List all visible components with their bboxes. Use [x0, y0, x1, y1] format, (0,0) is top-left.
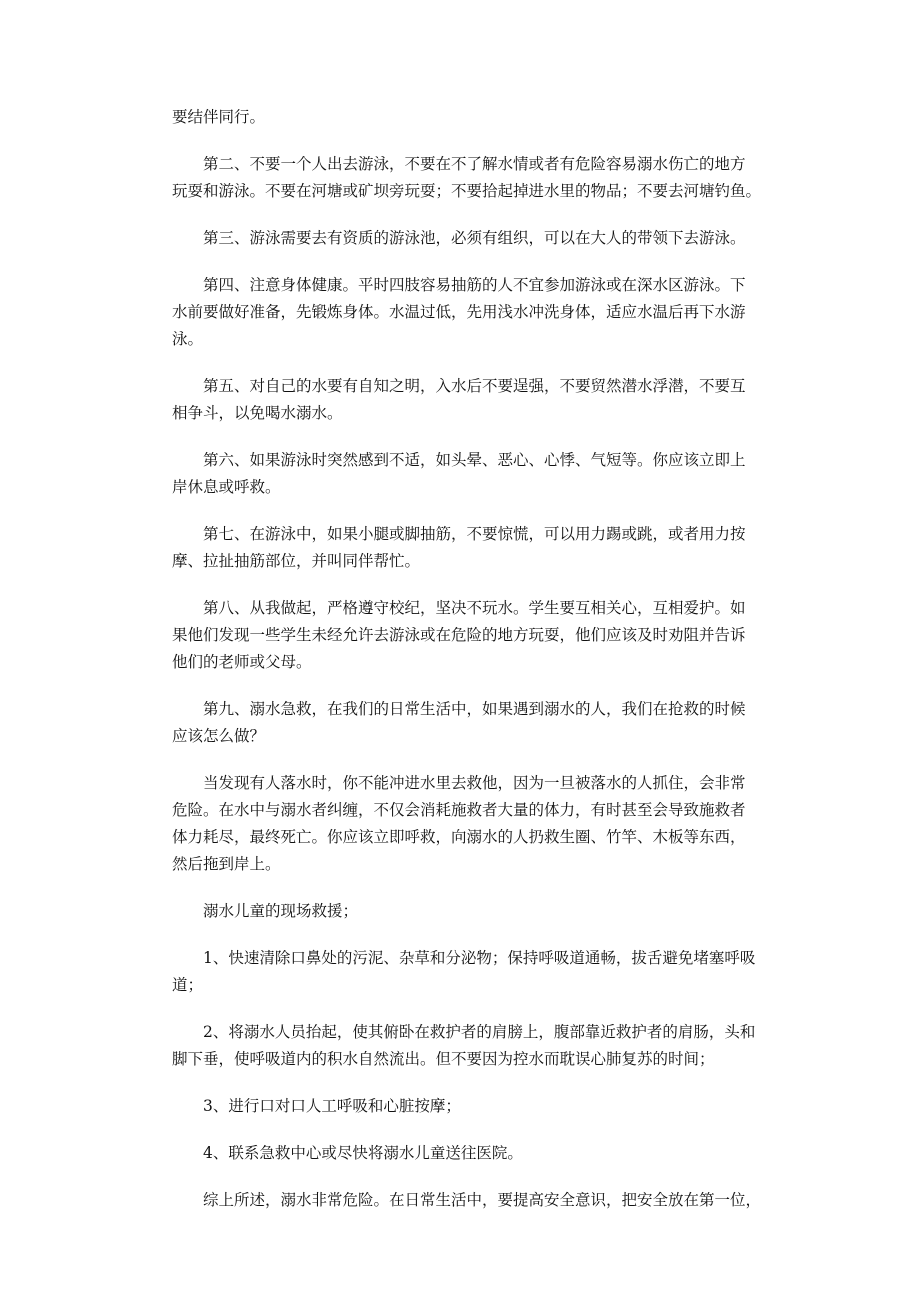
text-line: 4、联系急救中心或尽快将溺水儿童送往医院。	[203, 1144, 523, 1162]
text-line: 他们的老师或父母。	[172, 653, 312, 671]
text-line: 脚下垂，使呼吸道内的积水自然流出。但不要因为控水而耽误心肺复苏的时间；	[172, 1050, 715, 1068]
text-line: 当发现有人落水时，你不能冲进水里去救他，因为一旦被落水的人抓住，会非常	[203, 774, 746, 792]
text-line: 第三、游泳需要去有资质的游泳池，必须有组织，可以在大人的带领下去游泳。	[203, 229, 746, 247]
paragraph-summary	[172, 1187, 762, 1214]
document-body	[172, 104, 762, 1234]
text-line: 要结伴同行。	[172, 108, 266, 126]
paragraph-step-3	[172, 1093, 762, 1120]
text-line: 第二、不要一个人出去游泳，不要在不了解水情或者有危险容易溺水伤亡的地方	[203, 155, 746, 173]
text-line: 岸休息或呼救。	[172, 478, 281, 496]
text-line: 道；	[172, 976, 204, 994]
text-line: 危险。在水中与溺水者纠缠，不仅会消耗施救者大量的体力，有时甚至会导致施救者	[172, 801, 746, 819]
text-line: 水前要做好准备，先锻炼身体。水温过低，先用浅水冲洗身体，适应水温后再下水游	[172, 303, 746, 321]
paragraph-rule-4	[172, 272, 762, 353]
text-line: 第六、如果游泳时突然感到不适，如头晕、恶心、心悸、气短等。你应该立即上	[203, 451, 746, 469]
text-line: 第九、溺水急救，在我们的日常生活中，如果遇到溺水的人，我们在抢救的时候	[203, 700, 746, 718]
paragraph-rule-7	[172, 521, 762, 575]
text-line: 果他们发现一些学生未经允许去游泳或在危险的地方玩耍，他们应该及时劝阻并告诉	[172, 626, 746, 644]
text-line: 1、快速清除口鼻处的污泥、杂草和分泌物；保持呼吸道通畅，拔舌避免堵塞呼吸	[203, 949, 756, 967]
text-line: 第八、从我做起，严格遵守校纪，坚决不玩水。学生要互相关心，互相爱护。如	[203, 599, 746, 617]
text-line: 2、将溺水人员抬起，使其俯卧在救护者的肩膀上，腹部靠近救护者的肩肠，头和	[203, 1023, 756, 1041]
text-line: 泳。	[172, 330, 204, 348]
paragraph-step-4	[172, 1140, 762, 1167]
text-line: 第四、注意身体健康。平时四肢容易抽筋的人不宜参加游泳或在深水区游泳。下	[203, 276, 746, 294]
paragraph-rule-8	[172, 595, 762, 676]
text-line: 相争斗，以免喝水溺水。	[172, 404, 343, 422]
text-line: 体力耗尽，最终死亡。你应该立即呼救，向溺水的人扔救生圈、竹竿、木板等东西，	[172, 828, 746, 846]
text-line: 应该怎么做？	[172, 727, 266, 745]
text-line: 第七、在游泳中，如果小腿或脚抽筋，不要惊慌，可以用力踢或跳，或者用力按	[203, 525, 746, 543]
text-line: 溺水儿童的现场救援；	[203, 902, 359, 920]
paragraph-rule-2	[172, 151, 762, 205]
paragraph-rescue-advice	[172, 770, 762, 878]
text-line: 3、进行口对口人工呼吸和心脏按摩；	[203, 1097, 461, 1115]
text-line: 第五、对自己的水要有自知之明，入水后不要逞强，不要贸然潜水浮潜，不要互	[203, 377, 746, 395]
paragraph-step-1	[172, 945, 762, 999]
paragraph-rescue-heading	[172, 898, 762, 925]
paragraph-1	[172, 104, 762, 131]
text-line: 摩、拉扯抽筋部位，并叫同伴帮忙。	[172, 552, 421, 570]
text-line: 玩耍和游泳。不要在河塘或矿坝旁玩耍；不要拾起掉进水里的物品；不要去河塘钓鱼。	[172, 182, 762, 200]
paragraph-rule-9	[172, 696, 762, 750]
paragraph-rule-3	[172, 225, 762, 252]
text-line: 然后拖到岸上。	[172, 855, 281, 873]
text-line: 综上所述，溺水非常危险。在日常生活中，要提高安全意识，把安全放在第一位，	[203, 1191, 762, 1209]
paragraph-rule-6	[172, 447, 762, 501]
paragraph-rule-5	[172, 373, 762, 427]
paragraph-step-2	[172, 1019, 762, 1073]
